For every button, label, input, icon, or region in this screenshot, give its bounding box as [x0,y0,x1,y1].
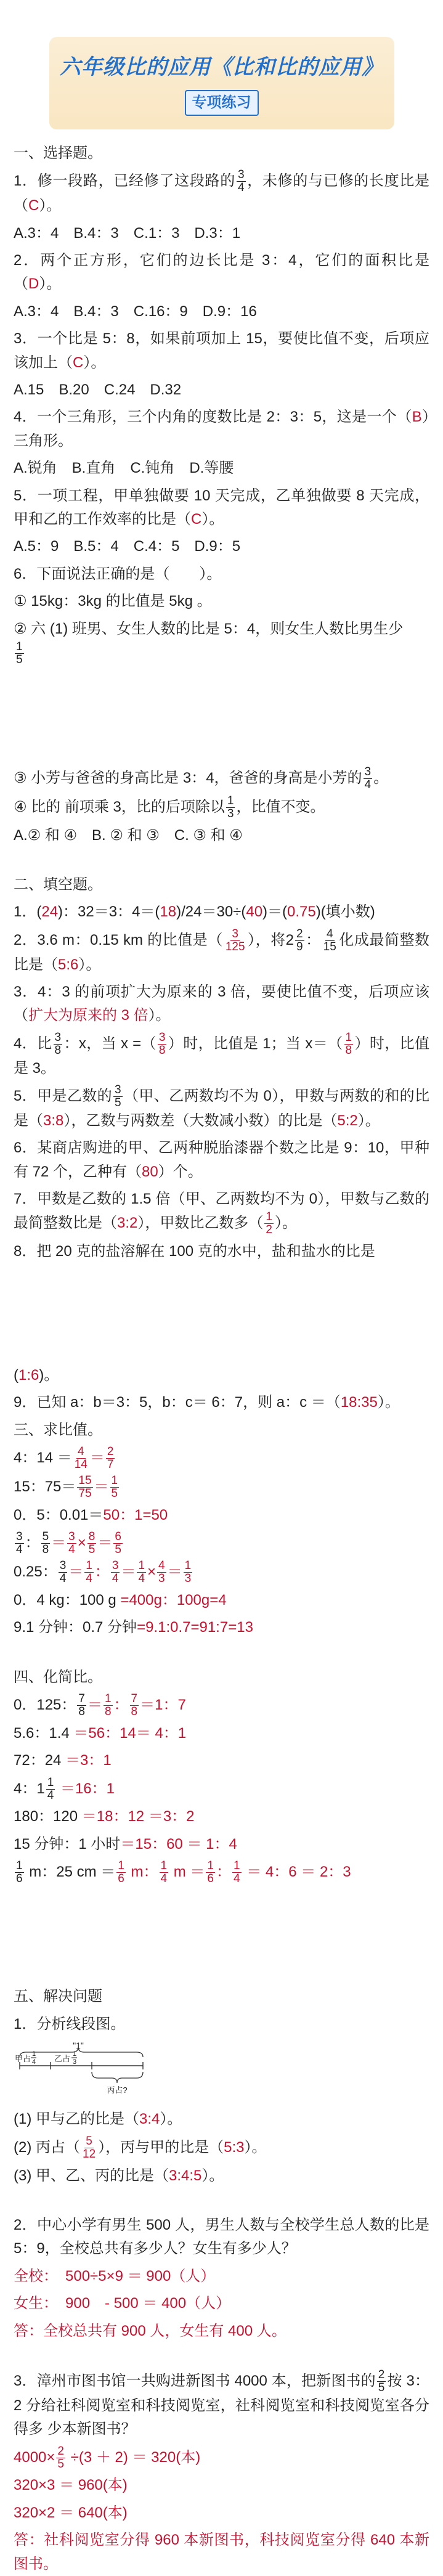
calc-line: 72：24 ＝3：1 [14,1752,112,1769]
calc-line: 0．125： $\frac{7}{8}$ ＝ $\frac{1}{8}$ ： $\frac{7}{8}$ ＝1：7 [14,1692,186,1718]
solution-line: 全校： 500÷5×9 ＝ 900（人） [14,2267,216,2285]
fraction: $\frac{3}{4}$ [364,765,372,791]
fraction: $\frac{3}{4}$ [237,168,245,195]
question: 3．4：3 的前项扩大为原来的 3 倍，要使比值不变，后项应该（扩大为原来的 3 倍）。 [14,983,429,1024]
statement: ① 15kg：3kg 的比值是 5kg 。 [14,593,212,610]
worksheet-content [0,129,443,2576]
calc-line: 0．4 kg：100 g =400g：100g=4 [14,1591,227,1608]
section-title: 四、化简比。 [14,1668,102,1685]
calc-line: 9.1 分钟：0.7 分钟=9.1:0.7=91:7=13 [14,1619,253,1636]
options: A.3：4 B.4：3 C.1：3 D.3：1 [14,224,241,242]
calc-line: 5.6：1.4 ＝56：14＝ 4：1 [14,1724,187,1742]
top-label: "1" [73,2040,84,2050]
solution-line: 答：全校总共有 900 人，女生有 400 人。 [14,2322,287,2339]
jia-frac-n: 1 [32,2050,36,2058]
statement: ④ 比的 前项乘 3，比的后项除以 $\frac{1}{3}$ ，比值不变。 [14,794,325,820]
options: A.锐角 B.直角 C.钝角 D.等腰 [14,460,234,477]
question: 1．(24)：32＝3：4＝(18)/24＝30÷(40)＝(0.75)(填小数) [14,903,375,921]
calc-line: $\frac{3}{4}$ ： $\frac{5}{8}$ ＝ $\frac{3}{4}$ × $\frac{8}{5}$ ＝ $\frac{6}{5}$ [16,1530,121,1556]
section-title: 五、解决问题 [14,1988,102,2005]
sub-question: (1) 甲与乙的比是（3:4）。 [14,2111,182,2128]
fraction: $\frac{1}{5}$ [16,640,23,666]
question: 5．一项工程，甲单独做要 10 天完成，乙单独做要 8 天完成，甲和乙的工作效率的比是（C）。 [14,487,429,528]
sub-question: (3) 甲、乙、丙的比是（3:4:5）。 [14,2167,224,2184]
answer: C [28,197,39,214]
section-title: 二、填空题。 [14,876,102,893]
question: 3．漳州市图书馆一共购进新图书 4000 本，把新图书的 $\frac{2}{5}$ 按 3：2 分给社科阅览室和科技阅览室，社科阅览室和科技阅览室各分得多 少本新图书？ [14,2368,430,2438]
question: 4．比 $\frac{3}{8}$ ：x，当 x =（ $\frac{3}{8}$ ）时，比值是 1；当 x＝（ $\frac{1}{8}$ ）时，比值是 3。 [14,1030,429,1077]
answer: D [28,275,39,293]
question: 2．两个正方形，它们的边长比是 3：4，它们的面积比是（D）。 [14,252,429,293]
answer: B [412,409,422,426]
answer-line: (1:6)。 [14,1366,59,1384]
yi-frac-n: 1 [73,2050,77,2058]
answer: C [191,510,202,528]
options: A.② 和 ④ B. ② 和 ③ C. ③ 和 ④ [14,826,243,844]
statement: ② 六 (1) 班男、女生人数的比是 5：4，则女生人数比男生少 $\frac{1}{5}$ [14,620,404,666]
calc-line: 4：14 ＝ $\frac{4}{14}$ ＝ $\frac{2}{7}$ [14,1445,114,1471]
question: 3．一个比是 5：8，如果前项加上 15，要使比值不变，后项应该加上（C）。 [14,330,429,371]
solution-line: 4000× $\frac{2}{5}$ ÷(3 ＋ 2) ＝ 320(本) [14,2444,201,2471]
bing-label: 丙占? [107,2085,128,2095]
yi-frac-d: 3 [73,2058,77,2066]
title-banner [49,37,394,129]
options: A.15 B.20 C.24 D.32 [14,381,182,398]
jia-label: 甲占 [15,2053,31,2063]
question: 7．甲数是乙数的 1.5 倍（甲、乙两数均不为 0），甲数与乙数的最简整数比是（3:2），甲数比乙数多（ $\frac{1}{2}$ ）。 [14,1191,429,1237]
yi-label: 乙占 [54,2053,71,2063]
statement: ③ 小芳与爸爸的身高比是 3：4，爸爸的身高是小芳的 $\frac{3}{4}$ 。 [14,765,389,791]
question: 6．某商店购进的甲、乙两种脱胎漆器个数之比是 9：10，甲种有 72 个，乙种有（80）个。 [14,1139,429,1180]
question: 4．一个三角形，三个内角的度数比是 2：3：5，这是一个（B）三角形。 [14,409,430,449]
bottom-brace [92,2072,143,2083]
section-title: 三、求比值。 [14,1421,102,1438]
question: 2．中心小学有男生 500 人，男生人数与全校学生总人数的比是 5：9，全校总共有多少人？女生有多少人？ [14,2216,429,2257]
question: 1．修一段路，已经修了这段路的 $\frac{3}{4}$ ，未修的与已修的长度比是（C）。 [14,168,429,214]
options: A.5：9 B.5：4 C.4：5 D.9：5 [14,538,241,555]
page-subtitle: 专项练习 [185,90,259,116]
fraction: $\frac{1}{3}$ [227,794,234,820]
question: 1．分析线段图。 [14,2015,126,2032]
options: A.3：4 B.4：3 C.16：9 D.9：16 [14,303,257,320]
question: 2．3.6 m：0.15 km 的比值是（ $\frac{3}{125}$ ），将2 $\frac{2}{9}$ ： $\frac{4}{15}$ 化成最简整数比是（5:6）。 [14,927,430,973]
question: 8．把 20 克的盐溶解在 100 克的水中，盐和盐水的比是 [14,1243,375,1260]
solution-line: 320×3 ＝ 960(本) [14,2477,128,2494]
calc-line: 0．5：0.01＝50：1=50 [14,1506,168,1523]
calc-line: 15 分钟：1 小时＝15：60 ＝ 1：4 [14,1835,237,1853]
calc-line: $\frac{1}{6}$ m：25 cm ＝ $\frac{1}{6}$ m： $\frac{1}{4}$ m ＝ $\frac{1}{6}$ ： $\frac{1}{4}$ ＝ 4：6 ＝ 2：3 [16,1859,351,1886]
jia-frac-d: 4 [32,2058,36,2066]
answer: C [73,354,84,371]
solution-line: 320×2 ＝ 640(本) [14,2504,128,2521]
solution-line: 女生： 900 - 500 ＝ 400（人） [14,2295,231,2312]
page-title: 六年级比的应用《比和比的应用》 [60,54,383,79]
calc-line: 0.25： $\frac{3}{4}$ ＝ $\frac{1}{4}$ ： $\frac{3}{4}$ ＝ $\frac{1}{4}$ × $\frac{4}{3}$ ＝ $\frac{1}{3}$ [14,1559,192,1585]
question: 9．已知 a：b＝3：5，b：c＝ 6：7，则 a：c ＝（18:35）。 [14,1394,400,1411]
calc-line: 15：75＝ $\frac{15}{75}$ ＝ $\frac{1}{5}$ [14,1473,118,1500]
question: 5．甲是乙数的 $\frac{3}{5}$ （甲、乙两数均不为 0），甲数与两数的和的比是（3:8），乙数与两数差（大数减小数）的比是（5:2）。 [14,1083,429,1129]
line-segment-diagram [14,2040,429,2104]
question: 6．下面说法正确的是（ ）。 [14,565,222,582]
calc-line: 4：1 $\frac{1}{4}$ ＝16：1 [14,1775,115,1802]
section-title: 一、选择题。 [14,145,102,161]
worksheet-page [0,37,443,2572]
solution-line: 答：社科阅览室分得 960 本新图书，科技阅览室分得 640 本新图书。 [14,2532,429,2572]
sub-question: (2) 丙占（ $\frac{5}{12}$ ），丙与甲的比是（5:3）。 [14,2134,267,2161]
segment-diagram-svg [14,2040,174,2097]
calc-line: 180：120 ＝18：12 ＝3：2 [14,1808,195,1825]
